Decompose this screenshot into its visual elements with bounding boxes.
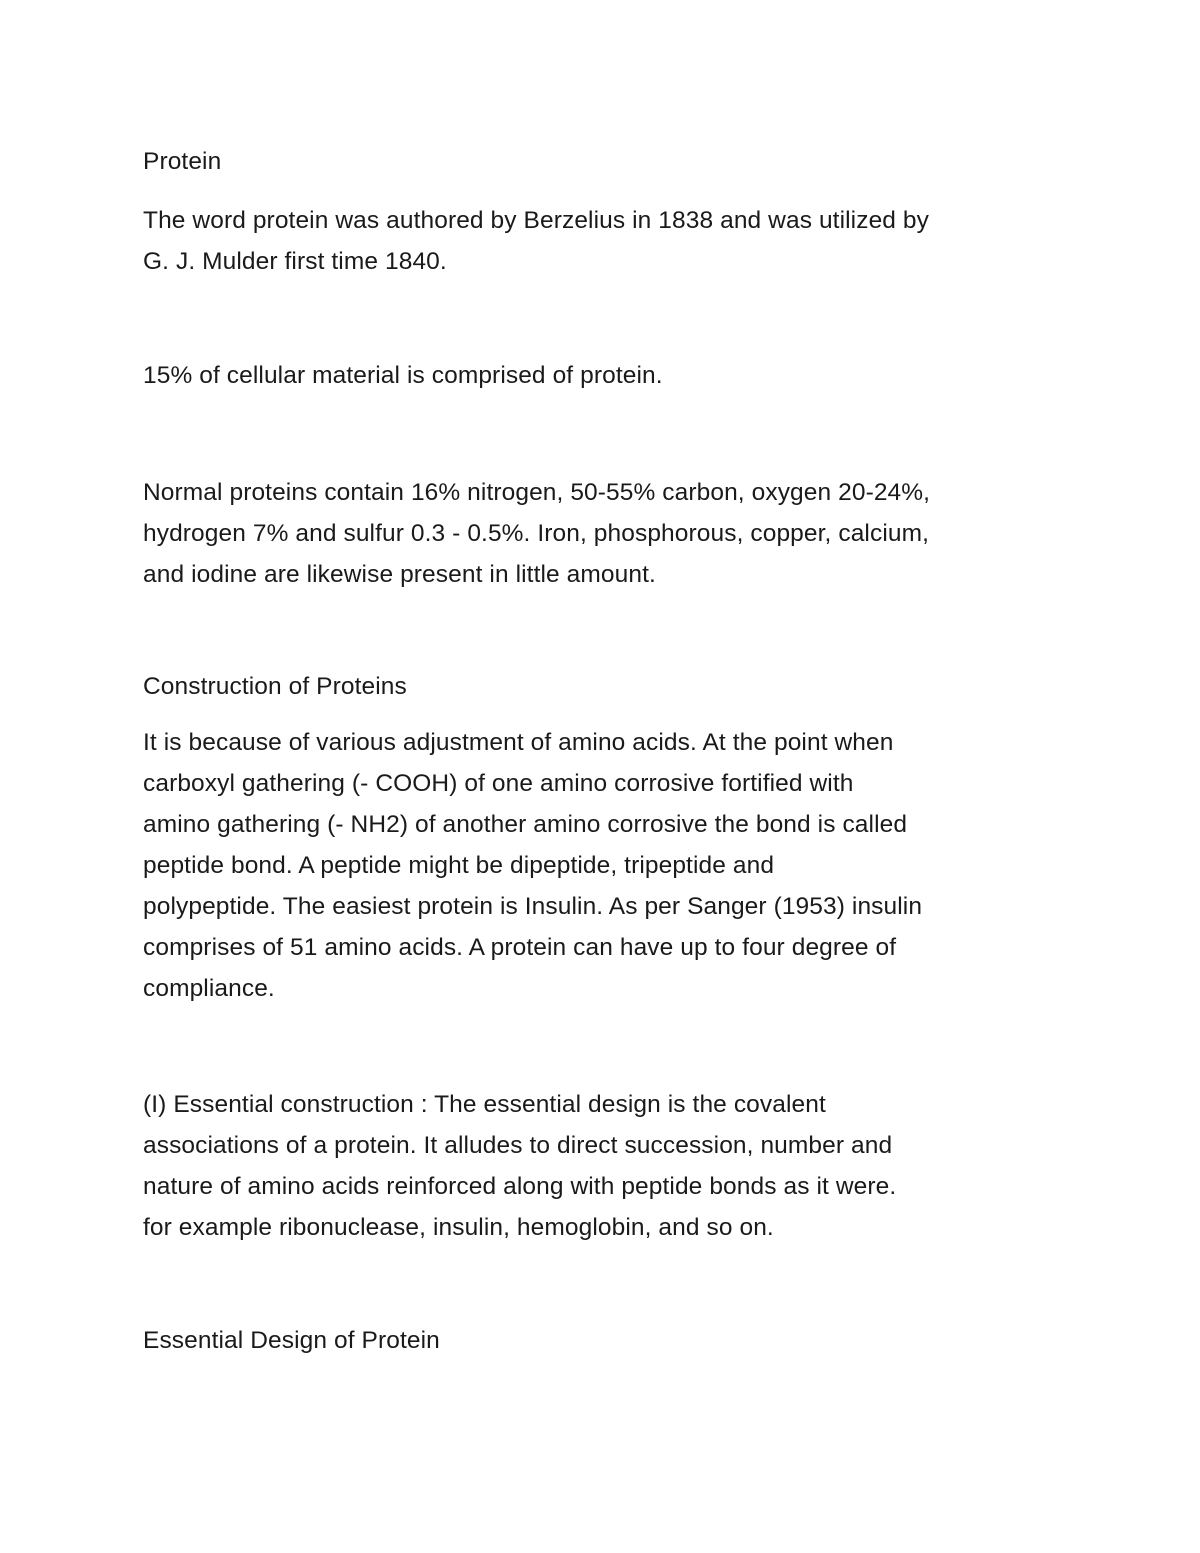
paragraph-line: and iodine are likewise present in little amount.: [143, 561, 656, 588]
paragraph-line: 15% of cellular material is comprised of protein.: [143, 362, 663, 389]
intro-paragraph: [143, 200, 1073, 282]
paragraph-line: compliance.: [143, 975, 275, 1002]
paragraph-line: peptide bond. A peptide might be dipeptide, tripeptide and: [143, 852, 775, 879]
composition-paragraph: [143, 472, 1073, 595]
essential-construction-paragraph: [143, 1084, 1073, 1248]
title-line: Protein: [143, 148, 222, 175]
paragraph-line: polypeptide. The easiest protein is Insulin. As per Sanger (1953) insulin: [143, 893, 923, 920]
cellular-fact-paragraph: [143, 355, 1073, 396]
paragraph-line: It is because of various adjustment of amino acids. At the point when: [143, 729, 894, 756]
paragraph-line: Normal proteins contain 16% nitrogen, 50-55% carbon, oxygen 20-24%,: [143, 479, 931, 506]
paragraph-line: associations of a protein. It alludes to direct succession, number and: [143, 1132, 893, 1159]
paragraph-line: carboxyl gathering (- COOH) of one amino corrosive fortified with: [143, 770, 854, 797]
heading-line: Construction of Proteins: [143, 673, 407, 700]
paragraph-line: for example ribonuclease, insulin, hemoglobin, and so on.: [143, 1214, 774, 1241]
document-title: [143, 141, 1073, 182]
paragraph-line: The word protein was authored by Berzelius in 1838 and was utilized by: [143, 207, 929, 234]
paragraph-line: nature of amino acids reinforced along with peptide bonds as it were.: [143, 1173, 897, 1200]
construction-paragraph: [143, 722, 1073, 1009]
essential-design-heading: [143, 1320, 1073, 1361]
construction-heading: [143, 666, 1073, 707]
heading-line: Essential Design of Protein: [143, 1327, 440, 1354]
paragraph-line: hydrogen 7% and sulfur 0.3 - 0.5%. Iron, phosphorous, copper, calcium,: [143, 520, 930, 547]
paragraph-line: comprises of 51 amino acids. A protein can have up to four degree of: [143, 934, 897, 961]
paragraph-line: G. J. Mulder first time 1840.: [143, 248, 447, 275]
paragraph-line: (I) Essential construction : The essential design is the covalent: [143, 1091, 826, 1118]
paragraph-line: amino gathering (- NH2) of another amino corrosive the bond is called: [143, 811, 908, 838]
